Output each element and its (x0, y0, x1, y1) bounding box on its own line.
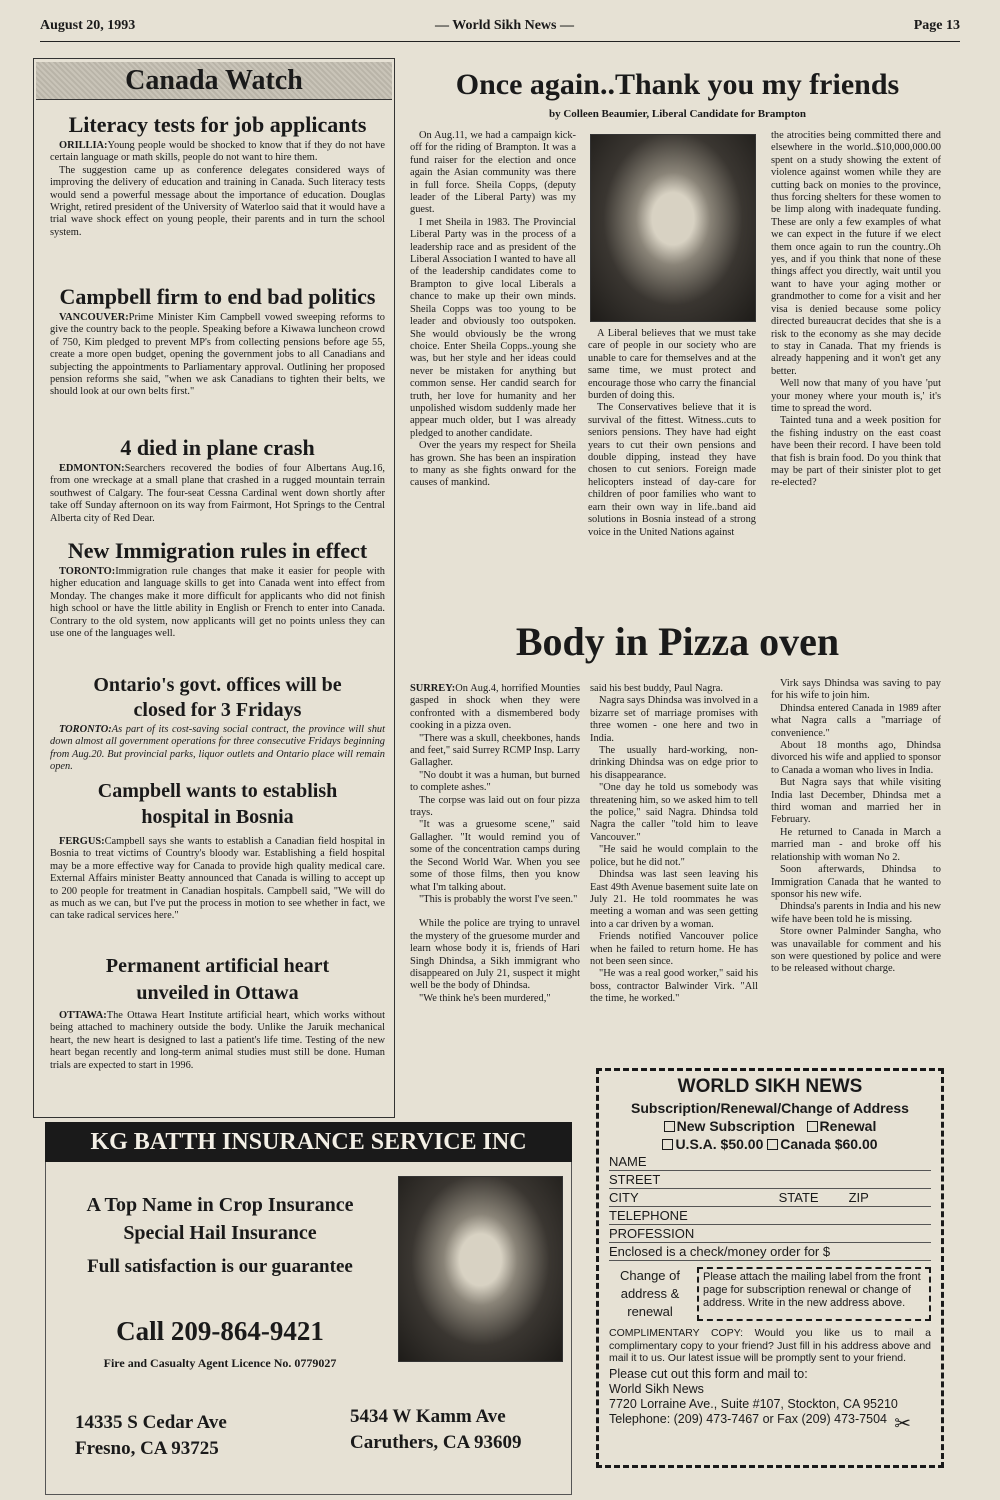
page-header (40, 8, 960, 42)
ad-licence: Fire and Casualty Agent Licence No. 0779027 (103, 1356, 337, 1370)
article-column-2: A Liberal believes that we must take care of people in our society who are unable to care for themselves and at the same time, we must protect and encourage those who carry the financial burden of doing this. The Conservatives believe that it is survival of the fittest. Witness..cuts to seniors pensions. They have had eight years to cut their own pensions and double dipping, instead they have chosen to cut seniors. Foreign made helicopters instead of day-care for children of poor families who want to earn their own way in life..band aid solutions in Bosnia instead of a strong voice in the United Nations against (588, 328, 756, 538)
story-headline: New Immigration rules in effect (67, 538, 368, 563)
story-headline-2: closed for 3 Fridays (133, 699, 302, 721)
usa-checkbox[interactable] (662, 1139, 673, 1150)
form-options-row-1: New Subscription Renewal (609, 1117, 931, 1135)
article-title: Once again..Thank you my friends (455, 68, 900, 101)
article-title: Body in Pizza oven (515, 619, 840, 664)
candidate-photo (590, 134, 756, 322)
name-field[interactable]: NAME (609, 1153, 931, 1171)
article-byline: by Colleen Beaumier, Liberal Candidate for Brampton (549, 108, 806, 120)
pizza-column-3: Virk says Dhindsa was saving to pay for his wife to join him. Dhindsa entered Canada in 1989 after what Nagra calls a "marriage of convenience." About 18 months ago, Dhindsa divorced his wife and applied to sponsor to Canada a woman who lives in India. But Nagra says that while visiting India last December, Dhindsa met a third woman and married her in February. He returned to Canada in March a married man - and broke off his relationship with woman No 2. Soon afterwards, Dhindsa to Immigration Canada that he wanted to sponsor his new wife. Dhindsa's parents in India and his new wife have been told he is missing. Store owner Palminder Sangha, who was unavailable for comment and his son were questioned by police and were to be released without charge. (771, 678, 941, 975)
form-subtitle: Subscription/Renewal/Change of Address (631, 1100, 909, 1116)
story-headline-2: hospital in Bosnia (141, 806, 294, 828)
form-title: WORLD SIKH NEWS (677, 1076, 863, 1097)
complimentary-copy-note: COMPLIMENTARY COPY: Would you like us to mail a complimentary copy to your friend? Just fill in his address above and mail it to us. Our latest issue will be promptly sent to your friend. (609, 1327, 931, 1364)
story-headline: Literacy tests for job applicants (68, 112, 367, 137)
story-headline: Ontario's govt. offices will be (93, 674, 342, 696)
agent-photo (398, 1176, 563, 1362)
story-body: TORONTO:Immigration rule changes that make it easier for people with higher education and language skills to get into Canada went into effect from Monday. The changes make it more difficult for applicants who did not finish high school or have the little ability in English or French to enter into Canada. Contrary to the old system, now applicants will get no points unless they can use one of the languages well. (50, 566, 385, 640)
pizza-column-2: said his best buddy, Paul Nagra. Nagra says Dhindsa was involved in a bizarre set of marriage promises with three women - one here and two in India. The usually hard-working, non-drinking Dhindsa was on edge prior to his disappearance. "One day he told us somebody was threatening him, so we asked him to tell the police," said Nagra. Dhindsa told Nagra the caller "told him to leave Vancouver." "He said he would complain to the police, but he did not." Dhindsa was last seen leaving his East 49th Avenue basement suite late on July 21. He told roommates he was meeting a woman and was seen getting into a car driven by a woman. Friends notified Vancouver police when he failed to return home. He has not been seen since. "He was a real good worker," said his boss, contractor Balwinder Virk. "All the time, he worked." (590, 683, 758, 1005)
enclosed-field[interactable]: Enclosed is a check/money order for $ (609, 1243, 931, 1261)
canada-watch-banner: Canada Watch (36, 62, 392, 100)
story-headline: Campbell wants to establish (97, 780, 338, 802)
canada-checkbox[interactable] (767, 1139, 778, 1150)
story-headline: Permanent artificial heart (105, 955, 330, 977)
ad-line-3: Full satisfaction is our guarantee (87, 1256, 353, 1277)
new-subscription-checkbox[interactable] (664, 1121, 675, 1132)
scissors-icon: ✂ (894, 1413, 911, 1435)
change-of-address-row (609, 1267, 931, 1321)
form-options-row-2: U.S.A. $50.00 Canada $60.00 (609, 1135, 931, 1153)
renewal-checkbox[interactable] (807, 1121, 818, 1132)
change-instructions: Please attach the mailing label from the front page for subscription renewal or change of address. Write in the new address above. (697, 1267, 931, 1321)
story-body: VANCOUVER:Prime Minister Kim Campbell vowed sweeping reforms to give the country back to the people. Speaking before a Kiwawa luncheon crowd of 750, Kim pledged to prevent MP's from collecting pensions before age 55, create a more open budget, opening the government jobs to all Canadians and subjecting the appointments to Parliamentary approval. Outlining her proposed pension reforms she said, "when we ask Canadians to tighten their belts, we should look at our own belts first." (50, 312, 385, 398)
subscription-form (596, 1068, 944, 1468)
story-headline: 4 died in plane crash (120, 435, 315, 460)
story-body: ORILLIA:Young people would be shocked to know that if they do not have certain language or math skills, people do not want to hire them. The suggestion came up as conference delegates considered ways of improving the delivery of education and training in Canada. Such literacy tests would send a powerful message about the importance of education. Douglas Wright, retired president of the University of Waterloo said that it would have a trial wave shock effect on young people, their parents and in turn the school system. (50, 140, 385, 238)
profession-field[interactable]: PROFESSION (609, 1225, 931, 1243)
article-column-3: the atrocities being committed there and elsewhere in the world..$10,000,000.00 spent on a study showing the extent of violence against women while they are cutting back on monies to the province, thus forcing shelters for these women to be limp along with inadequate funding. These are only a few examples of what we can expect in the future if we elect them once again to run the country..Oh yes, and if you think that none of these things affect you directly, wait until you want to have your aging mother or grandmother to come for a visit and her visa is denied because some policy directed bureaucrat decides that she is a risk to the economy as she may decide to stay in Canada. That my friends is already happening and it won't get any better. Well now that many of you have 'put your money where your mouth is,' it's time to spread the word. Tainted tuna and a week position for the fishing industry on the east coast have been their record. I have been told that fish is brain food. Do you think that may be part of their sinister plot to get re-elected? (771, 130, 941, 489)
story-body: TORONTO:As part of its cost-saving social contract, the province will shut down almost all government operations for three consecutive Fridays beginning from Aug.20. But provincial parks, liquor outlets and Ontario place will remain open. (50, 724, 385, 773)
telephone-field[interactable]: TELEPHONE (609, 1207, 931, 1225)
article-column-1: On Aug.11, we had a campaign kick-off for the riding of Brampton. It was a fund raiser for the election and once again the Asian community was there in full force. Sheila Copps, (deputy leader of the Liberal Party) was my guest. I met Sheila in 1983. The Provincial Liberal Party was in the process of a leadership race and as president of the Liberal Association I wanted to have all of the leadership candidates come to Brampton to give local Liberals a chance to make up their own minds. Sheila Copps was too young to be leader and obviously too outspoken. She would obviously be the wrong choice. Enter Sheila Copps..young she was, but her style and her ideas could never be mistaken for anything but common sense. Her candid search for truth, her love for humanity and her unpolished wisdom suddenly made her appear much older, but I was already pledged to another candidate. Over the years my respect for Sheila has grown. She has been an inspiration to many as she fights onward for the causes of mankind. (410, 130, 576, 489)
ad-phone: Call 209-864-9421 (116, 1316, 324, 1346)
paper-name: — World Sikh News — (435, 18, 574, 33)
story-headline: Campbell firm to end bad politics (59, 284, 376, 309)
story-body: EDMONTON:Searchers recovered the bodies of four Albertans Aug.16, from one wreckage at a small plane that crashed in a rugged mountain terrain southwest of Calgary. The four-seat Cessna Cardinal went down shortly after take off Sunday afternoon on its way from Fairmont, Hot Springs to the Central Alberta city of Red Dear. (50, 463, 385, 524)
story-headline-2: unveiled in Ottawa (136, 982, 299, 1004)
city-state-zip-field[interactable]: CITY STATE ZIP (609, 1189, 931, 1207)
ad-address-2: 5434 W Kamm Ave Caruthers, CA 93609 (350, 1406, 522, 1453)
ad-line-1: A Top Name in Crop Insurance (86, 1194, 354, 1216)
street-field[interactable]: STREET (609, 1171, 931, 1189)
ad-address-1: 14335 S Cedar Ave Fresno, CA 93725 (75, 1412, 227, 1459)
page-number: Page 13 (913, 18, 960, 33)
ad-line-2: Special Hail Insurance (123, 1222, 317, 1244)
pizza-column-1: SURREY:On Aug.4, horrified Mounties gasped in shock when they were confronted with a dismembered body cooking in a pizza oven. "There was a skull, cheekbones, hands and feet," said Surrey RCMP Insp. Larry Gallagher. "No doubt it was a human, but burned to complete ashes." The corpse was laid out on four pizza trays. "It was a gruesome scene," said Gallagher. "It would remind you of some of the concentration camps during the Second World War. When you see some of those films, then you know what I'm talking about. "This is probably the worst I've seen." While the police are trying to unravel the mystery of the gruesome murder and learn whose body it is, friends of Hari Singh Dhindsa, a Sikh immigrant who disappeared on July 21, suspect it might well be the body of Dhindsa. "We think he's been murdered," (410, 683, 580, 1004)
change-label: Change of address & renewal (620, 1268, 680, 1319)
ad-banner: KG BATTH INSURANCE SERVICE INC (45, 1122, 572, 1162)
mailing-info: Please cut out this form and mail to: World Sikh News 7720 Lorraine Ave., Suite #107, Stockton, CA 95210 Telephone: (209) 473-7467 or Fax (209) 473-7504 (609, 1366, 898, 1426)
story-body: FERGUS:Campbell says she wants to establish a Canadian field hospital in Bosnia to treat victims of Country's bloody war. Establishing a field hospital may be a more effective way for Canada to provide high quality medical care. External Affairs minister Beatty announced that Canada is willing to accept up to 200 people for treatment in Canadian hospitals. Campbell said, "We will do as much as we can, but I've put the process in motion to see whether in fact, we can take radical services here." (50, 836, 385, 922)
issue-date: August 20, 1993 (40, 18, 136, 33)
story-body: OTTAWA:The Ottawa Heart Institute artificial heart, which works without being attached to machinery outside the body. Unlike the Jaruik mechanical heart, the new heart is designed to last a patient's life time. Testing of the new heart began recently and long-term animal studies must still be done. Human trials are expected to start in 1996. (50, 1010, 385, 1071)
